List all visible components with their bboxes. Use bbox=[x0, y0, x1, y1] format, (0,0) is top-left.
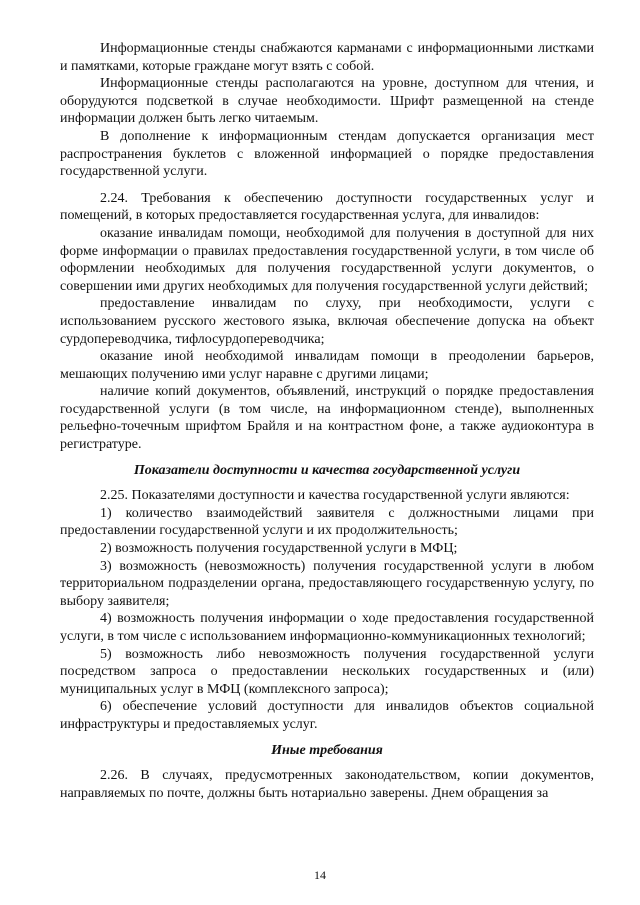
paragraph: наличие копий документов, объявлений, инструкций о порядке предоставления государственной услуги (в том числе, на информационном стенде), выполненных рельефно-точечным шрифтом Брайля и на контрастном фоне, а также аудиоконтура в регистратуре. bbox=[60, 384, 594, 453]
paragraph: В дополнение к информационным стендам допускается организация мест распространения буклетов с вложенной информацией о порядке предоставления государственной услуги. bbox=[60, 128, 594, 180]
section-2-24-title: 2.24. Требования к обеспечению доступности государственных услуг и помещений, в которых предоставляется государственная услуга, для инвалидов: bbox=[60, 190, 594, 224]
paragraph: предоставление инвалидам по слуху, при необходимости, услуги с использованием русского жестового языка, включая обеспечение допуска на объект сурдопереводчика, тифлосурдопереводчика; bbox=[60, 296, 594, 347]
list-item: 3) возможность (невозможность) получения государственной услуги в любом территориальном подразделении органа, предоставляющего государственную услугу, по выбору заявителя; bbox=[60, 558, 594, 609]
list-item: 4) возможность получения информации о ходе предоставления государственной услуги, в том числе с использованием информационно-коммуникационных технологий; bbox=[60, 611, 594, 644]
section-2-25-title: 2.25. Показателями доступности и качества государственной услуги являются: bbox=[100, 488, 570, 504]
list-item: 6) обеспечение условий доступности для инвалидов объектов социальной инфраструктуры и предоставляемых услуг. bbox=[60, 699, 594, 732]
page-number: 14 bbox=[314, 868, 326, 882]
section-heading-other-requirements: Иные требования bbox=[271, 742, 383, 758]
paragraph: Информационные стенды снабжаются карманами с информационными листками и памятками, которые граждане могут взять с собой. bbox=[60, 41, 594, 74]
list-item: 1) количество взаимодействий заявителя с должностными лицами при предоставлении государственной услуги и их продолжительность; bbox=[60, 505, 594, 539]
paragraph: оказание иной необходимой инвалидам помощи в преодолении барьеров, мешающих получению ими услуг наравне с другими лицами; bbox=[60, 349, 594, 382]
list-item: 2) возможность получения государственной услуги в МФЦ; bbox=[100, 541, 458, 557]
section-heading-accessibility: Показатели доступности и качества государственной услуги bbox=[133, 462, 521, 478]
section-2-26-title: 2.26. В случаях, предусмотренных законодательством, копии документов, направляемых по почте, должны быть нотариально заверены. Днем обращения за bbox=[60, 768, 594, 801]
document-page bbox=[60, 40, 594, 802]
list-item: 5) возможность либо невозможность получения государственной услуги посредством запроса о предоставлении нескольких государственных и (или) муниципальных услуг в МФЦ (комплексного запроса); bbox=[60, 646, 594, 697]
paragraph: Информационные стенды располагаются на уровне, доступном для чтения, и оборудуются подсветкой в случае необходимости. Шрифт размещенной на стенде информации должен быть легко читаемым. bbox=[60, 76, 594, 127]
paragraph: оказание инвалидам помощи, необходимой для получения в доступной для них форме информации о правилах предоставления государственной услуги, в том числе об оформлении необходимых для получения государственной услуги документов, о совершении ими других необходимых для получения государственной услуги действий; bbox=[60, 225, 594, 294]
